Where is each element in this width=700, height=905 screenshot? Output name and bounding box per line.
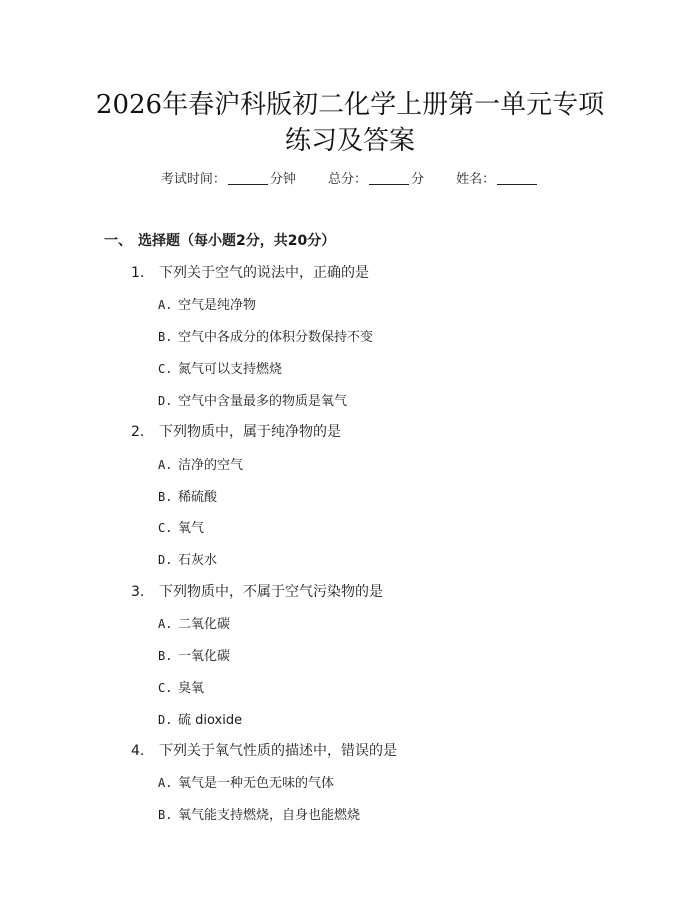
exam-score-label: 总分： [327, 172, 367, 187]
section-title: 选择题（每小题2分，共20分） [138, 233, 336, 249]
option-3b [158, 645, 230, 664]
option-letter: A. [158, 776, 173, 790]
exam-time-blank [228, 172, 268, 185]
exam-name-blank [497, 172, 537, 185]
option-2c [158, 517, 204, 536]
option-text: 二氧化碳 [178, 617, 231, 632]
question-number: 3. [131, 584, 145, 600]
question-text: 下列关于氧气性质的描述中，错误的是 [159, 743, 397, 759]
option-3a [158, 613, 230, 632]
option-text: 氮气可以支持燃烧 [178, 362, 283, 377]
option-2b [158, 486, 217, 505]
question-4 [131, 740, 397, 760]
exam-score-unit: 分 [411, 172, 425, 187]
option-3c [158, 677, 204, 696]
option-letter: D. [158, 394, 173, 408]
option-letter: C. [158, 681, 173, 695]
option-letter: C. [158, 362, 173, 376]
option-text: 稀硫酸 [178, 490, 218, 505]
option-1c [158, 358, 282, 377]
option-4b [158, 804, 360, 823]
exam-name-label: 姓名： [456, 172, 496, 187]
exam-name [456, 168, 539, 187]
option-2d [158, 549, 217, 568]
option-letter: A. [158, 617, 173, 631]
option-text: 一氧化碳 [178, 649, 231, 664]
question-1 [131, 262, 369, 282]
exam-score-blank [369, 172, 409, 185]
exam-time-label: 考试时间： [160, 172, 226, 187]
page-title-line-2: 练习及答案 [284, 126, 415, 156]
option-letter: B. [158, 808, 173, 822]
option-text: 空气中含量最多的物质是氧气 [178, 394, 348, 409]
option-text: 氧气是一种无色无味的气体 [178, 776, 335, 791]
option-letter: D. [158, 713, 173, 727]
option-text: 臭氧 [178, 681, 205, 696]
option-letter: A. [158, 458, 173, 472]
option-1d [158, 390, 347, 409]
exam-meta [0, 168, 700, 187]
question-2 [131, 421, 341, 441]
exam-time-unit: 分钟 [269, 172, 296, 187]
question-number: 2. [131, 424, 145, 440]
option-1b [158, 326, 373, 345]
option-text: 空气是纯净物 [178, 298, 257, 313]
option-letter: B. [158, 490, 173, 504]
option-letter: B. [158, 330, 173, 344]
question-number: 1. [131, 265, 145, 281]
section-heading [104, 230, 335, 250]
question-text: 下列物质中，属于纯净物的是 [159, 424, 341, 440]
option-text: 洁净的空气 [178, 458, 244, 473]
exam-time [161, 168, 296, 187]
question-3 [131, 581, 383, 601]
exam-score [328, 168, 424, 187]
question-text: 下列关于空气的说法中，正确的是 [159, 265, 369, 281]
option-text: 硫 dioxide [178, 713, 243, 728]
option-letter: B. [158, 649, 173, 663]
option-4a [158, 772, 334, 791]
option-2a [158, 454, 243, 473]
option-text: 空气中各成分的体积分数保持不变 [178, 330, 374, 345]
option-3d [158, 709, 242, 728]
option-text: 氧气 [178, 521, 205, 536]
option-text: 氧气能支持燃烧，自身也能燃烧 [178, 808, 361, 823]
option-letter: C. [158, 521, 173, 535]
question-number: 4. [131, 743, 145, 759]
option-letter: A. [158, 298, 173, 312]
page-title-line-1: 2026年春沪科版初二化学上册第一单元专项 [95, 90, 605, 120]
question-text: 下列物质中，不属于空气污染物的是 [159, 584, 383, 600]
section-number: 一、 [104, 233, 132, 249]
option-1a [158, 294, 256, 313]
option-text: 石灰水 [178, 553, 218, 568]
option-letter: D. [158, 553, 173, 567]
